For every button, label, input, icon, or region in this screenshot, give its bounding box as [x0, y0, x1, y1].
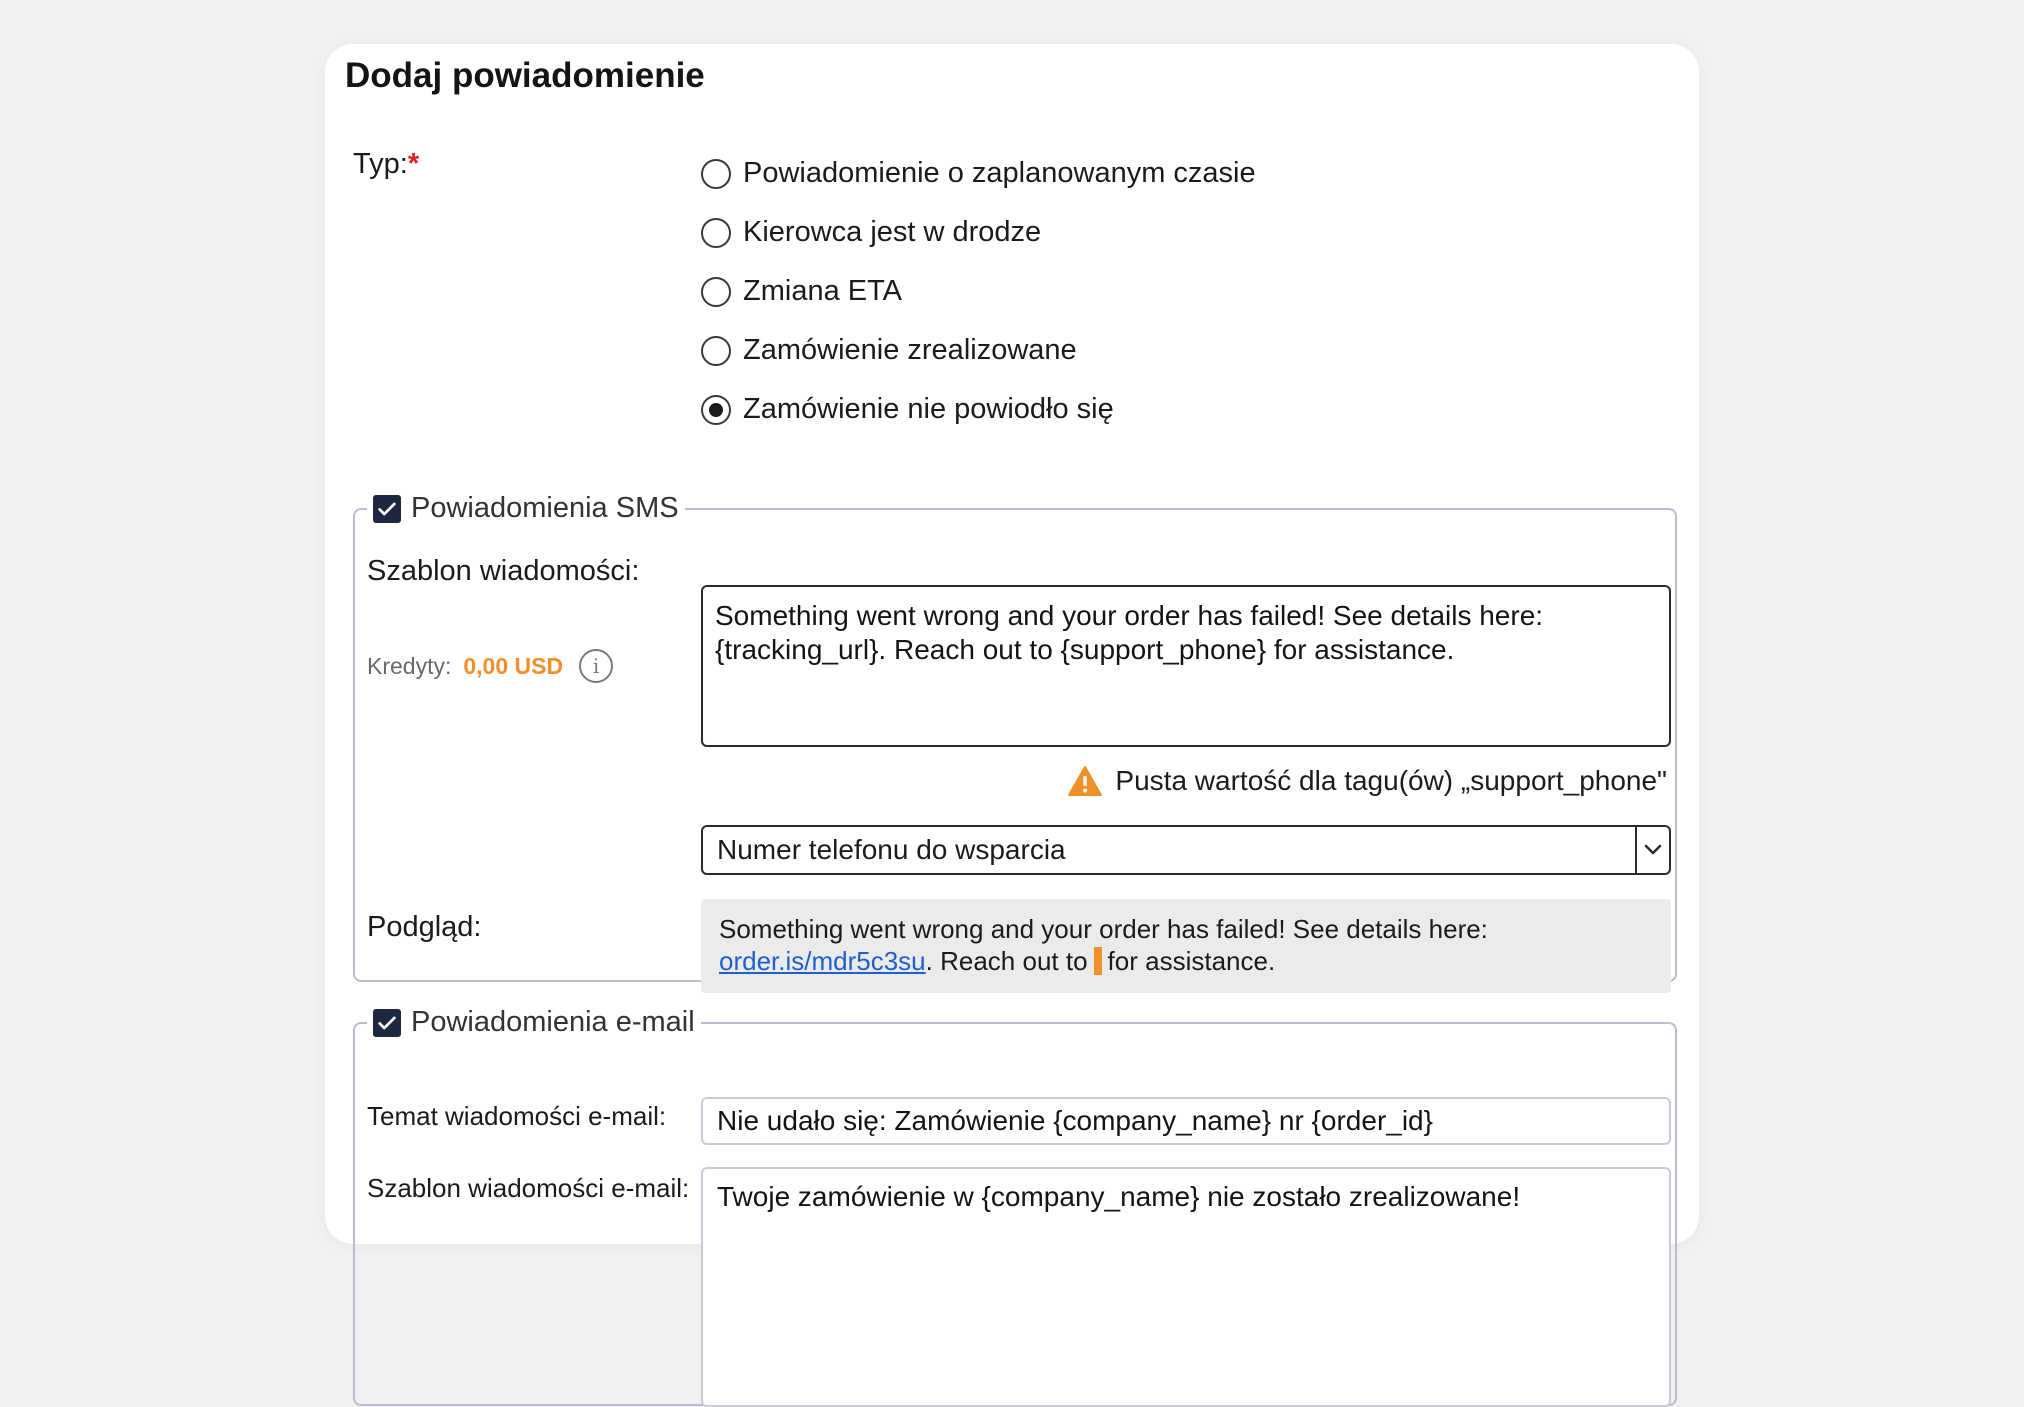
email-legend-label: Powiadomienia e-mail: [411, 1006, 695, 1038]
radio-label: Zamówienie zrealizowane: [743, 334, 1077, 366]
missing-value-marker: [1094, 947, 1102, 975]
radio-option-order-failed[interactable]: [701, 380, 1256, 439]
radio-button[interactable]: [701, 159, 731, 189]
select-value: Numer telefonu do wsparcia: [717, 834, 1066, 865]
radio-label: Powiadomienie o zaplanowanym czasie: [743, 157, 1256, 189]
type-label-text: Typ:: [353, 148, 408, 180]
sms-template-textarea[interactable]: Something went wrong and your order has failed! See details here: {tracking_url}. Reach out to {support_phone} for assistance.: [701, 585, 1671, 747]
credits-amount: 0,00 USD: [463, 652, 564, 679]
radio-label: Kierowca jest w drodze: [743, 216, 1042, 248]
email-subject-label: Temat wiadomości e-mail:: [367, 1101, 667, 1131]
tag-value-select[interactable]: [701, 825, 1671, 875]
email-template-textarea[interactable]: Twoje zamówienie w {company_name} nie zostało zrealizowane!: [701, 1167, 1671, 1407]
sms-template-label: Szablon wiadomości:: [367, 555, 640, 587]
radio-button[interactable]: [701, 277, 731, 307]
radio-option-eta-change[interactable]: [701, 262, 1256, 321]
preview-text-middle: . Reach out to: [925, 946, 1088, 976]
warning-text: Pusta wartość dla tagu(ów) „support_phone": [1115, 765, 1667, 796]
sms-preview: [701, 899, 1671, 993]
email-legend: [367, 1006, 701, 1039]
preview-text-end: for assistance.: [1107, 946, 1276, 976]
checkmark-icon: [376, 1012, 398, 1034]
chevron-down-icon[interactable]: [1635, 827, 1669, 873]
radio-option-scheduled-time[interactable]: [701, 144, 1256, 203]
email-template-label: Szablon wiadomości e-mail:: [367, 1173, 690, 1203]
preview-text-start: Something went wrong and your order has failed! See details here:: [719, 914, 1488, 944]
radio-button-selected[interactable]: [701, 395, 731, 425]
sms-notifications-section: [353, 492, 1677, 982]
radio-option-driver-on-way[interactable]: [701, 203, 1256, 262]
sms-enabled-checkbox[interactable]: [373, 495, 401, 523]
type-label: [353, 148, 419, 181]
info-icon[interactable]: i: [579, 649, 613, 683]
type-radio-group: [701, 144, 1256, 439]
tracking-link[interactable]: order.is/mdr5c3su: [719, 946, 926, 976]
page-title: Dodaj powiadomienie: [345, 56, 705, 95]
radio-option-order-completed[interactable]: [701, 321, 1256, 380]
radio-button[interactable]: [701, 336, 731, 366]
warning-icon: [1067, 765, 1103, 797]
sms-legend-label: Powiadomienia SMS: [411, 492, 679, 524]
add-notification-card: [325, 44, 1699, 1244]
radio-button[interactable]: [701, 218, 731, 248]
sms-legend: [367, 492, 685, 525]
email-notifications-section: [353, 1006, 1677, 1406]
radio-label: Zamówienie nie powiodło się: [743, 393, 1114, 425]
checkmark-icon: [376, 498, 398, 520]
email-subject-input[interactable]: Nie udało się: Zamówienie {company_name} nr {order_id}: [701, 1097, 1671, 1145]
credits-label: Kredyty:: [367, 652, 452, 679]
empty-tag-warning: [1067, 765, 1667, 797]
preview-label: Podgląd:: [367, 911, 482, 943]
required-mark: *: [407, 148, 420, 180]
credits-info: [367, 649, 613, 683]
email-enabled-checkbox[interactable]: [373, 1009, 401, 1037]
radio-label: Zmiana ETA: [743, 275, 903, 307]
